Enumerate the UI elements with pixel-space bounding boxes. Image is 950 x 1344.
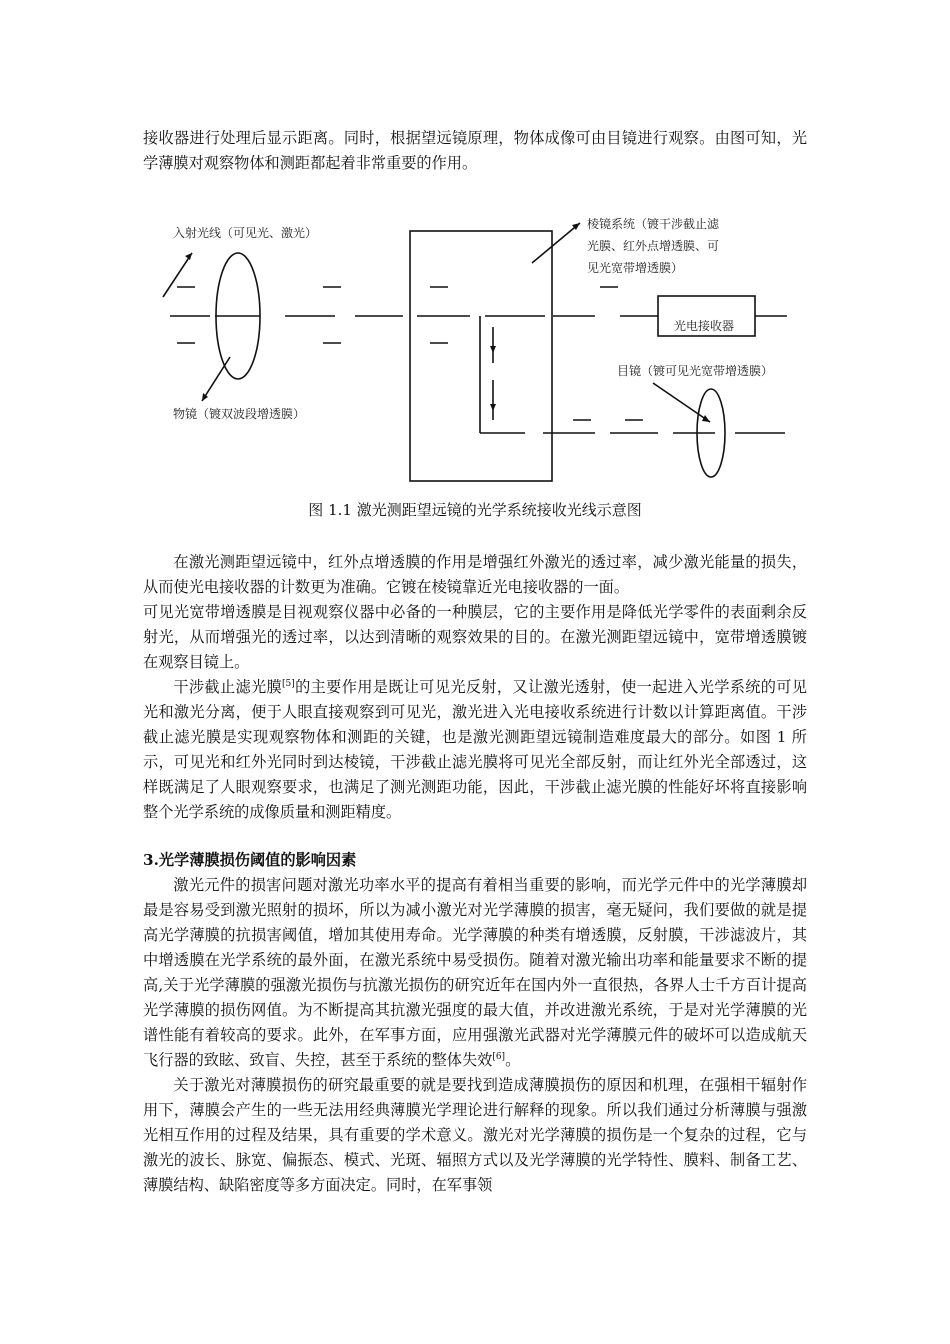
- paragraph-filter-coating: [143, 675, 807, 825]
- damage-text-a: 激光元件的损害问题对激光功率水平的提高有着相当重要的影响，而光学元件中的光学薄膜却最是容易受到激光照射的损坏，所以为减小激光对光学薄膜的损害，毫无疑问，我们要做的就是提高光学薄膜的抗损害阈值，增加其使用寿命。光学薄膜的种类有增透膜，反射膜，干涉滤波片，其中增透膜在光学系统的最外面，在激光系统中易受损伤。随着对激光输出功率和能量要求不断的提高,关于光学薄膜的强激光损伤与抗激光损伤的研究近年在国内外一直很热，各界人士千方百计提高光学薄膜的损伤网值。为不断提高其抗激光强度的最大值，并改进激光系统，于是对光学薄膜的光谱性能有着较高的要求。此外，在军事方面，应用强激光武器对光学薄膜元件的破坏可以造成航天飞行器的致眩、致盲、失控，甚至于系统的整体失效: [143, 876, 807, 1069]
- label-prism-line2: 光膜、红外点增透膜、可: [587, 239, 720, 253]
- optical-diagram: [155, 205, 795, 485]
- label-eyepiece: 目镜（镀可见光宽带增透膜）: [617, 364, 774, 378]
- body-text: [143, 550, 807, 825]
- arrow-head: [702, 415, 710, 422]
- label-prism-line3: 见光宽带增透膜）: [587, 261, 684, 275]
- paragraph-damage-mechanism: 关于激光对薄膜损伤的研究最重要的就是要找到造成薄膜损伤的原因和机理，在强相干辐射作用下，薄膜会产生的一些无法用经典薄膜光学理论进行解释的现象。所以我们通过分析薄膜与强激光相互作用的过程及结果，具有重要的学术意义。激光对光学薄膜的损伤是一个复杂的过程，它与激光的波长、脉宽、偏振态、模式、光斑、辐照方式以及光学薄膜的光学特性、膜料、制备工艺、薄膜结构、缺陷密度等多方面决定。同时，在军事领: [143, 1076, 807, 1194]
- label-receiver: 光电接收器: [674, 319, 735, 333]
- intro-text: [143, 126, 807, 176]
- prism-arrow: [532, 223, 580, 263]
- optical-system-figure: [155, 205, 795, 485]
- section3-text: [143, 873, 807, 1198]
- damage-text-b: 。: [505, 1051, 521, 1069]
- intro-paragraph: 接收器进行处理后显示距离。同时，根据望远镜原理，物体成像可由目镜进行观察。由图可知，光学薄膜对观察物体和测距都起着非常重要的作用。: [143, 129, 807, 172]
- citation-ref: [5]: [282, 678, 295, 689]
- label-prism-line1: 棱镜系统（镀干涉截止滤: [587, 217, 720, 231]
- incident-arrow: [163, 253, 192, 297]
- filter-text-b: 的主要作用是既让可见光反射，又让激光透射，使一起进入光学系统的可见光和激光分离，便于人眼直接观察到可见光，激光进入光电接收系统进行计数以计算距离值。干涉截止滤光膜是实现观察物体和测距的关键，也是激光测距望远镜制造难度最大的部分。如图 1 所示，可见光和红外光同时到达棱镜，干涉截止滤光膜将可见光全部反射，而让红外光全部透过，这样既满足了人眼观察要求，也满足了测光测距功能，因此，干涉截止滤光膜的性能好坏将直接影响整个光学系统的成像质量和测距精度。: [143, 678, 808, 821]
- paragraph-damage-threshold: [143, 873, 807, 1073]
- paragraph-ir-coating: 在激光测距望远镜中，红外点增透膜的作用是增强红外激光的透过率，减少激光能量的损失，从而使光电接收器的计数更为准确。它镀在棱镜靠近光电接收器的一面。: [143, 553, 807, 596]
- arrow-head: [490, 404, 496, 411]
- arrow-head: [490, 346, 496, 353]
- objective-arrow: [202, 357, 230, 401]
- section-heading: 3.光学薄膜损伤阈值的影响因素: [143, 851, 357, 869]
- figure-caption: 图 1.1 激光测距望远镜的光学系统接收光线示意图: [308, 501, 642, 519]
- prism-box: [410, 231, 552, 481]
- label-incident: 入射光线（可见光、激光）: [173, 226, 318, 240]
- citation-ref: [6]: [492, 1051, 506, 1062]
- label-objective: 物镜（镀双波段增透膜）: [173, 407, 306, 421]
- filter-text-a: 干涉截止滤光膜: [173, 678, 283, 696]
- paragraph-broadband-coating: 可见光宽带增透膜是目视观察仪器中必备的一种膜层，它的主要作用是降低光学零件的表面剩余反射光，从而增强光的透过率，以达到清晰的观察效果的目的。在激光测距望远镜中，宽带增透膜镀在观察目镜上。: [143, 603, 807, 671]
